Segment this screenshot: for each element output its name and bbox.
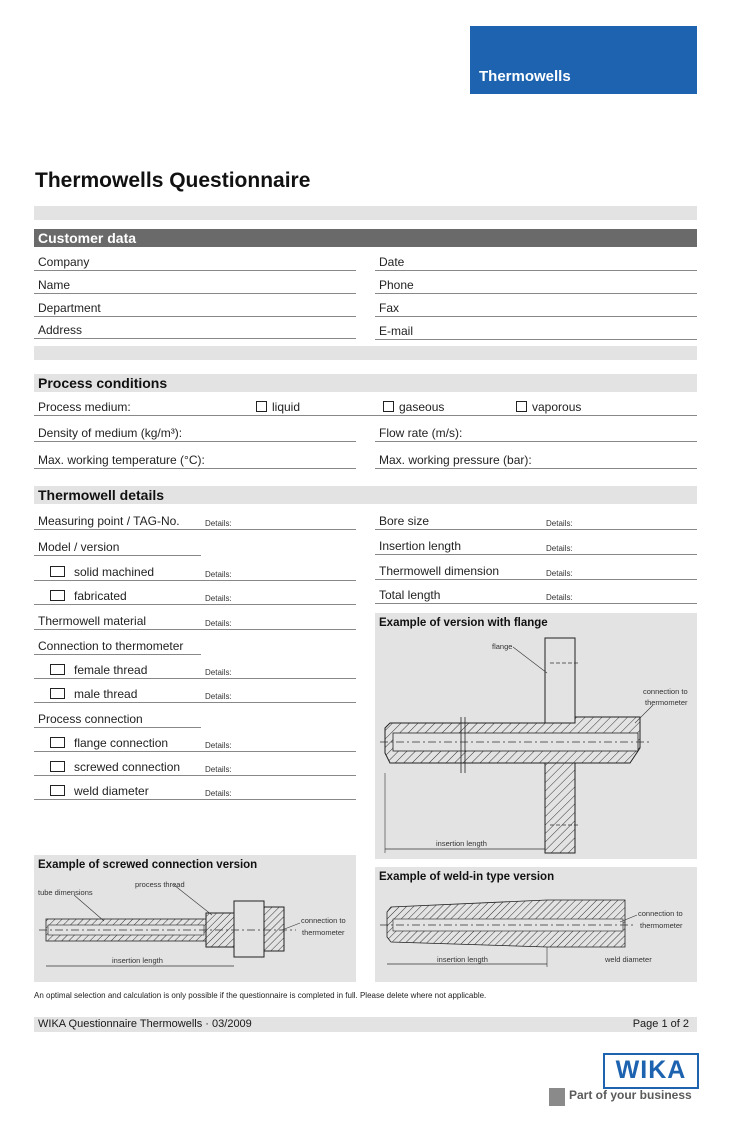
- liquid-option[interactable]: [256, 400, 300, 414]
- checkbox-icon[interactable]: [50, 664, 65, 675]
- screwed-connection-option[interactable]: [34, 759, 356, 776]
- field-label: Name: [38, 278, 71, 292]
- solid-machined-option[interactable]: [34, 564, 356, 581]
- connection-label: connection to: [301, 916, 346, 925]
- section-heading: Thermowell details: [38, 487, 165, 503]
- connection-thermometer-label: [34, 638, 201, 655]
- figure-title: Example of weld-in type version: [379, 871, 555, 883]
- field-label: Phone: [379, 278, 414, 292]
- thermowell-dimension-field[interactable]: [375, 563, 697, 580]
- thermometer-label: thermometer: [645, 698, 688, 707]
- flange-label: flange: [492, 642, 513, 651]
- option-label: liquid: [272, 400, 301, 414]
- address-field[interactable]: [34, 322, 356, 339]
- field-label: Fax: [379, 301, 400, 315]
- male-thread-option[interactable]: [34, 686, 356, 703]
- figure-title: Example of version with flange: [379, 617, 548, 629]
- field-label: Department: [38, 301, 101, 315]
- details-label: Details:: [205, 619, 232, 628]
- field-label: Connection to thermometer: [38, 639, 184, 653]
- insertion-length-label: insertion length: [112, 956, 163, 965]
- field-label: Measuring point / TAG-No.: [38, 514, 180, 528]
- email-field[interactable]: [375, 323, 697, 340]
- checkbox-icon[interactable]: [50, 688, 65, 699]
- page-number: Page 1 of 2: [632, 1018, 689, 1030]
- process-connection-label: [34, 711, 201, 728]
- weld-example-figure: [375, 867, 697, 982]
- pressure-field[interactable]: [375, 452, 697, 469]
- option-label: screwed connection: [74, 760, 181, 774]
- temperature-field[interactable]: [34, 452, 356, 469]
- checkbox-icon[interactable]: [50, 785, 65, 796]
- insertion-length-label: insertion length: [437, 955, 488, 964]
- date-field[interactable]: [375, 254, 697, 271]
- process-medium-field: [34, 399, 697, 416]
- details-label: Details:: [205, 668, 232, 677]
- option-label: weld diameter: [74, 784, 149, 798]
- bore-size-field[interactable]: [375, 513, 697, 530]
- field-label: Max. working pressure (bar):: [379, 453, 532, 467]
- footer-document-id: WIKA Questionnaire Thermowells · 03/2009: [38, 1018, 252, 1030]
- fabricated-option[interactable]: [34, 588, 356, 605]
- weld-diameter-label: weld diameter: [605, 955, 652, 964]
- model-version-label: [34, 539, 201, 556]
- insertion-length-field[interactable]: [375, 538, 697, 555]
- field-label: Density of medium (kg/m³):: [38, 426, 183, 440]
- thermometer-label: thermometer: [302, 928, 345, 937]
- field-label: Total length: [379, 588, 441, 602]
- details-label: Details:: [205, 692, 232, 701]
- details-label: Details:: [205, 741, 232, 750]
- thermometer-label: thermometer: [640, 921, 683, 930]
- field-label: Thermowell dimension: [379, 564, 500, 578]
- measuring-point-field[interactable]: [34, 513, 356, 530]
- phone-field[interactable]: [375, 277, 697, 294]
- field-label: Flow rate (m/s):: [379, 426, 463, 440]
- option-label: female thread: [74, 663, 148, 677]
- details-label: Details:: [546, 569, 573, 578]
- section-heading: Process conditions: [38, 375, 168, 391]
- company-field[interactable]: [34, 254, 356, 271]
- section-thermowell-details: [34, 486, 697, 504]
- details-label: Details:: [546, 544, 573, 553]
- page-footer: [34, 1017, 697, 1032]
- field-label: Date: [379, 255, 405, 269]
- details-label: Details:: [205, 765, 232, 774]
- checkbox-icon[interactable]: [50, 737, 65, 748]
- flow-rate-field[interactable]: [375, 425, 697, 442]
- field-label: Company: [38, 255, 90, 269]
- field-label: Bore size: [379, 514, 430, 528]
- logo-text: WIKA: [615, 1056, 687, 1084]
- department-field[interactable]: [34, 300, 356, 317]
- field-label: Insertion length: [379, 539, 462, 553]
- option-label: solid machined: [74, 565, 155, 579]
- screwed-example-figure: [34, 855, 356, 982]
- section-heading: Customer data: [38, 230, 137, 246]
- material-field[interactable]: [34, 613, 356, 630]
- option-label: gaseous: [399, 400, 445, 414]
- banner-title: Thermowells: [479, 68, 571, 85]
- page-title: Thermowells Questionnaire: [35, 169, 311, 192]
- tube-dimensions-label: tube dimensions: [38, 888, 93, 897]
- field-label: Max. working temperature (°C):: [38, 453, 205, 467]
- divider-bar: [34, 206, 697, 220]
- details-label: Details:: [205, 594, 232, 603]
- field-label: Process connection: [38, 712, 143, 726]
- checkbox-icon[interactable]: [50, 590, 65, 601]
- figure-title: Example of screwed connection version: [38, 859, 258, 871]
- female-thread-option[interactable]: [34, 662, 356, 679]
- process-thread-label: process thread: [135, 880, 185, 889]
- flange-example-figure: [375, 613, 697, 859]
- weld-diameter-option[interactable]: [34, 783, 356, 800]
- field-label: Process medium:: [38, 400, 131, 414]
- field-label: Model / version: [38, 540, 120, 554]
- insertion-length-label: insertion length: [436, 839, 487, 848]
- flange-thermowell-drawing: [375, 613, 697, 859]
- connection-label: connection to: [638, 909, 683, 918]
- option-label: fabricated: [74, 589, 127, 603]
- details-label: Details:: [546, 593, 573, 602]
- option-label: flange connection: [74, 736, 169, 750]
- density-field[interactable]: [34, 425, 356, 442]
- checkbox-icon[interactable]: [383, 401, 394, 412]
- section-process-conditions: [34, 374, 697, 392]
- tagline-mark-icon: [549, 1088, 565, 1106]
- total-length-field[interactable]: [375, 587, 697, 604]
- header-banner: [470, 26, 697, 94]
- checkbox-icon[interactable]: [50, 761, 65, 772]
- weld-thermowell-drawing: [375, 867, 697, 982]
- fax-field[interactable]: [375, 300, 697, 317]
- checkbox-icon[interactable]: [256, 401, 267, 412]
- details-label: Details:: [205, 519, 232, 528]
- vaporous-option[interactable]: [516, 400, 581, 414]
- section-customer-data: [34, 229, 697, 247]
- checkbox-icon[interactable]: [516, 401, 527, 412]
- wika-logo: [603, 1053, 699, 1089]
- details-label: Details:: [205, 570, 232, 579]
- tagline: Part of your business: [569, 1088, 692, 1102]
- flange-connection-option[interactable]: [34, 735, 356, 752]
- field-label: Address: [38, 323, 83, 337]
- screwed-thermowell-drawing: [34, 855, 356, 982]
- option-label: male thread: [74, 687, 138, 701]
- gaseous-option[interactable]: [383, 400, 444, 414]
- divider-bar: [34, 346, 697, 360]
- option-label: vaporous: [532, 400, 582, 414]
- connection-label: connection to: [643, 687, 688, 696]
- field-label: E-mail: [379, 324, 414, 338]
- completion-note: An optimal selection and calculation is only possible if the questionnaire is completed in full. Please delete where not applicable.: [34, 991, 487, 1000]
- details-label: Details:: [546, 519, 573, 528]
- details-label: Details:: [205, 789, 232, 798]
- checkbox-icon[interactable]: [50, 566, 65, 577]
- name-field[interactable]: [34, 277, 356, 294]
- field-label: Thermowell material: [38, 614, 147, 628]
